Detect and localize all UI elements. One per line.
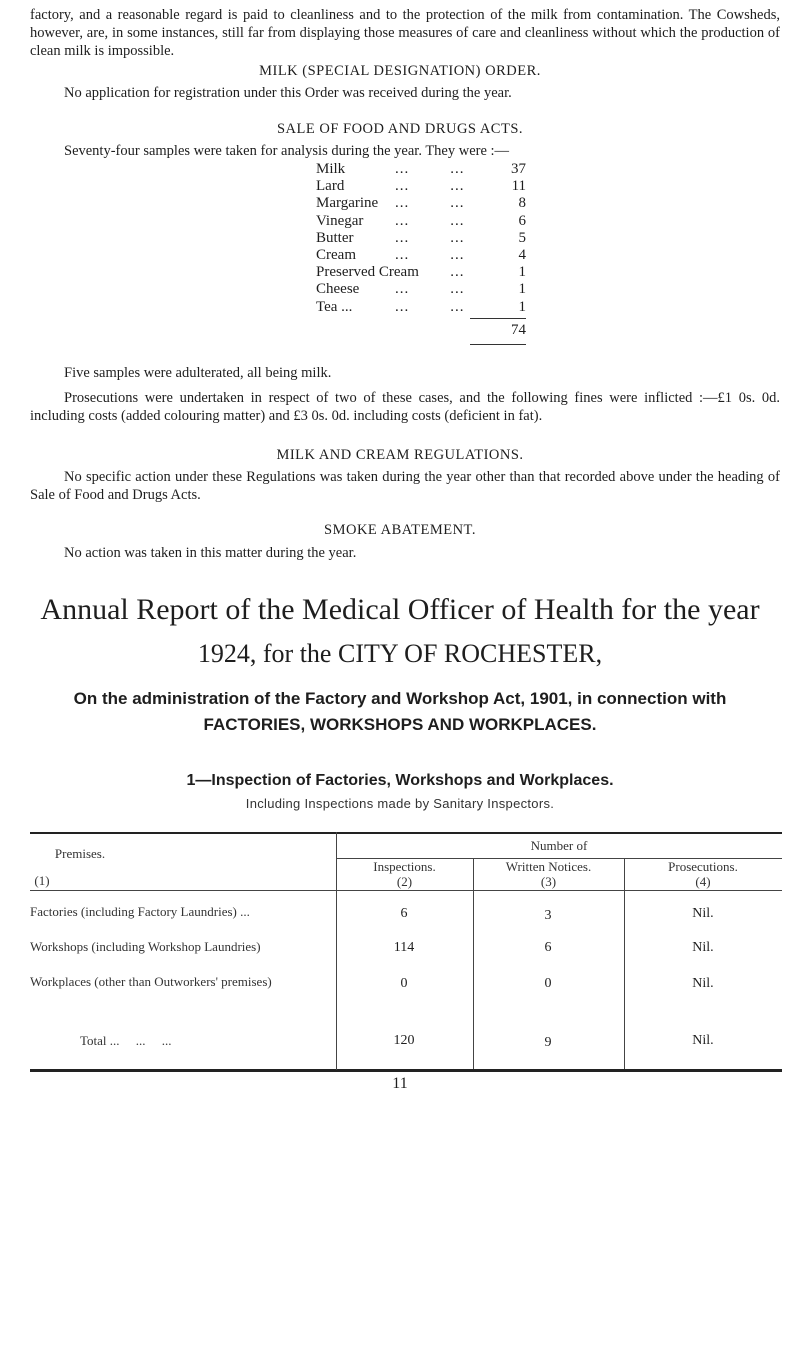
sample-row [316, 230, 526, 247]
subtotal-rule [470, 318, 526, 319]
food-drugs-heading: SALE OF FOOD AND DRUGS ACTS. [276, 121, 524, 137]
header-notices-num: (3) [540, 874, 557, 889]
sample-row [316, 264, 526, 281]
total-inspections: 120 [393, 1033, 415, 1048]
row-prosecutions: Nil. [692, 906, 714, 921]
row-premises: Workplaces (other than Outworkers' premises) [30, 974, 272, 989]
row-inspections: 0 [400, 976, 408, 991]
milk-cream-heading: MILK AND CREAM REGULATIONS. [276, 447, 524, 463]
food-drugs-text: Seventy-four samples were taken for analysis during the year. They were :— [64, 143, 510, 159]
header-number-of: Number of [530, 838, 588, 853]
sample-leader: ... [394, 229, 410, 246]
total-rule [470, 344, 526, 345]
row-prosecutions: Nil. [692, 940, 714, 955]
sample-row [316, 213, 526, 230]
header-premises-num: (1) [34, 873, 50, 888]
total-label: Total ... ... ... [80, 1033, 172, 1048]
sample-name: Butter [316, 229, 354, 246]
samples-list [316, 161, 526, 316]
table-top-rule [30, 832, 782, 834]
intro-paragraph: factory, and a reasonable regard is paid to cleanliness and to the protection of the milk from contamination. The Cowsheds, however, are, in some instances, still far from displaying those measures of care and cleanliness without which the production of clean milk is impossible. [30, 7, 780, 59]
sample-count: 37 [511, 161, 527, 177]
sample-leader: ... [394, 178, 410, 195]
sample-name: Lard [316, 178, 345, 195]
sample-leader: ... [450, 298, 465, 315]
row-inspections: 6 [400, 906, 408, 921]
adulterated-text: Five samples were adulterated, all being milk. [64, 365, 332, 381]
sample-leader: ... [394, 212, 410, 229]
sample-count: 1 [518, 298, 527, 315]
sample-name: Milk [316, 161, 346, 177]
milk-order-heading: MILK (SPECIAL DESIGNATION) ORDER. [259, 63, 541, 79]
report-line-2: FACTORIES, WORKSHOPS AND WORKPLACES. [203, 715, 597, 734]
sample-name: Tea ... [316, 298, 353, 315]
page-number: 11 [392, 1075, 408, 1092]
inspection-subheading: Including Inspections made by Sanitary Inspectors. [245, 796, 555, 811]
sample-count: 8 [518, 195, 527, 212]
sample-count: 11 [511, 178, 527, 195]
total-notices: 9 [544, 1035, 552, 1050]
sample-leader: ... [450, 178, 465, 195]
report-title: Annual Report of the Medical Officer of Health for the year [40, 593, 760, 626]
sample-leader: ... [450, 195, 465, 212]
header-prosecutions-num: (4) [695, 874, 711, 889]
sample-leader: ... [450, 246, 465, 263]
header-prosecutions: Prosecutions. [668, 859, 738, 874]
report-line-1: On the administration of the Factory and Workshop Act, 1901, in connection with [73, 689, 727, 708]
sample-row [316, 299, 526, 316]
sample-row [316, 178, 526, 195]
milk-order-text: No application for registration under this Order was received during the year. [64, 85, 512, 101]
sample-count: 5 [518, 229, 527, 246]
sample-leader: ... [394, 195, 410, 212]
header-inspections: Inspections. [373, 859, 436, 874]
total-prosecutions: Nil. [692, 1033, 714, 1048]
sample-row [316, 161, 526, 178]
row-notices: 3 [544, 908, 552, 923]
header-bottom-rule [30, 890, 782, 891]
inspection-heading: 1—Inspection of Factories, Workshops and Workplaces. [186, 772, 614, 789]
sample-leader: ... [394, 281, 410, 298]
row-premises: Factories (including Factory Laundries) ... [30, 904, 250, 919]
smoke-text: No action was taken in this matter during the year. [64, 545, 357, 561]
sample-leader: ... [450, 161, 465, 177]
sample-count: 4 [518, 246, 527, 263]
sample-row [316, 281, 526, 298]
sample-leader: ... [394, 161, 410, 177]
row-notices: 6 [544, 940, 552, 955]
sample-name: Preserved Cream [316, 264, 419, 281]
sample-leader: ... [394, 298, 410, 315]
row-inspections: 114 [393, 940, 415, 955]
sample-count: 6 [518, 212, 527, 229]
header-notices: Written Notices. [505, 859, 592, 874]
row-notices: 0 [544, 976, 552, 991]
sample-leader: ... [450, 264, 465, 281]
table-bottom-rule [30, 1069, 782, 1072]
samples-total: 74 [511, 322, 526, 338]
sample-leader: ... [450, 229, 465, 246]
sample-leader: ... [450, 212, 465, 229]
smoke-heading: SMOKE ABATEMENT. [324, 522, 476, 538]
sample-count: 1 [518, 264, 526, 281]
prosecutions-text: Prosecutions were undertaken in respect of two of these cases, and the following fines were inflicted :—£1 0s. 0d. including costs (added colouring matter) and £3 0s. 0d. including costs (deficient in fat). [30, 390, 780, 424]
sample-name: Margarine [316, 195, 379, 212]
header-premises: Premises. [54, 846, 106, 861]
sample-leader: ... [450, 281, 465, 298]
report-subtitle: 1924, for the CITY OF ROCHESTER, [197, 639, 603, 668]
sample-count: 1 [518, 281, 527, 298]
row-prosecutions: Nil. [692, 976, 714, 991]
sample-row [316, 195, 526, 212]
row-premises: Workshops (including Workshop Laundries) [30, 939, 261, 954]
sample-name: Cream [316, 246, 356, 263]
sample-leader: ... [394, 246, 410, 263]
sample-row [316, 247, 526, 264]
milk-cream-text: No specific action under these Regulations was taken during the year other than that recorded above under the heading of Sale of Food and Drugs Acts. [30, 469, 780, 503]
sample-name: Cheese [316, 281, 360, 298]
header-inspections-num: (2) [396, 874, 413, 889]
sample-name: Vinegar [316, 212, 364, 229]
